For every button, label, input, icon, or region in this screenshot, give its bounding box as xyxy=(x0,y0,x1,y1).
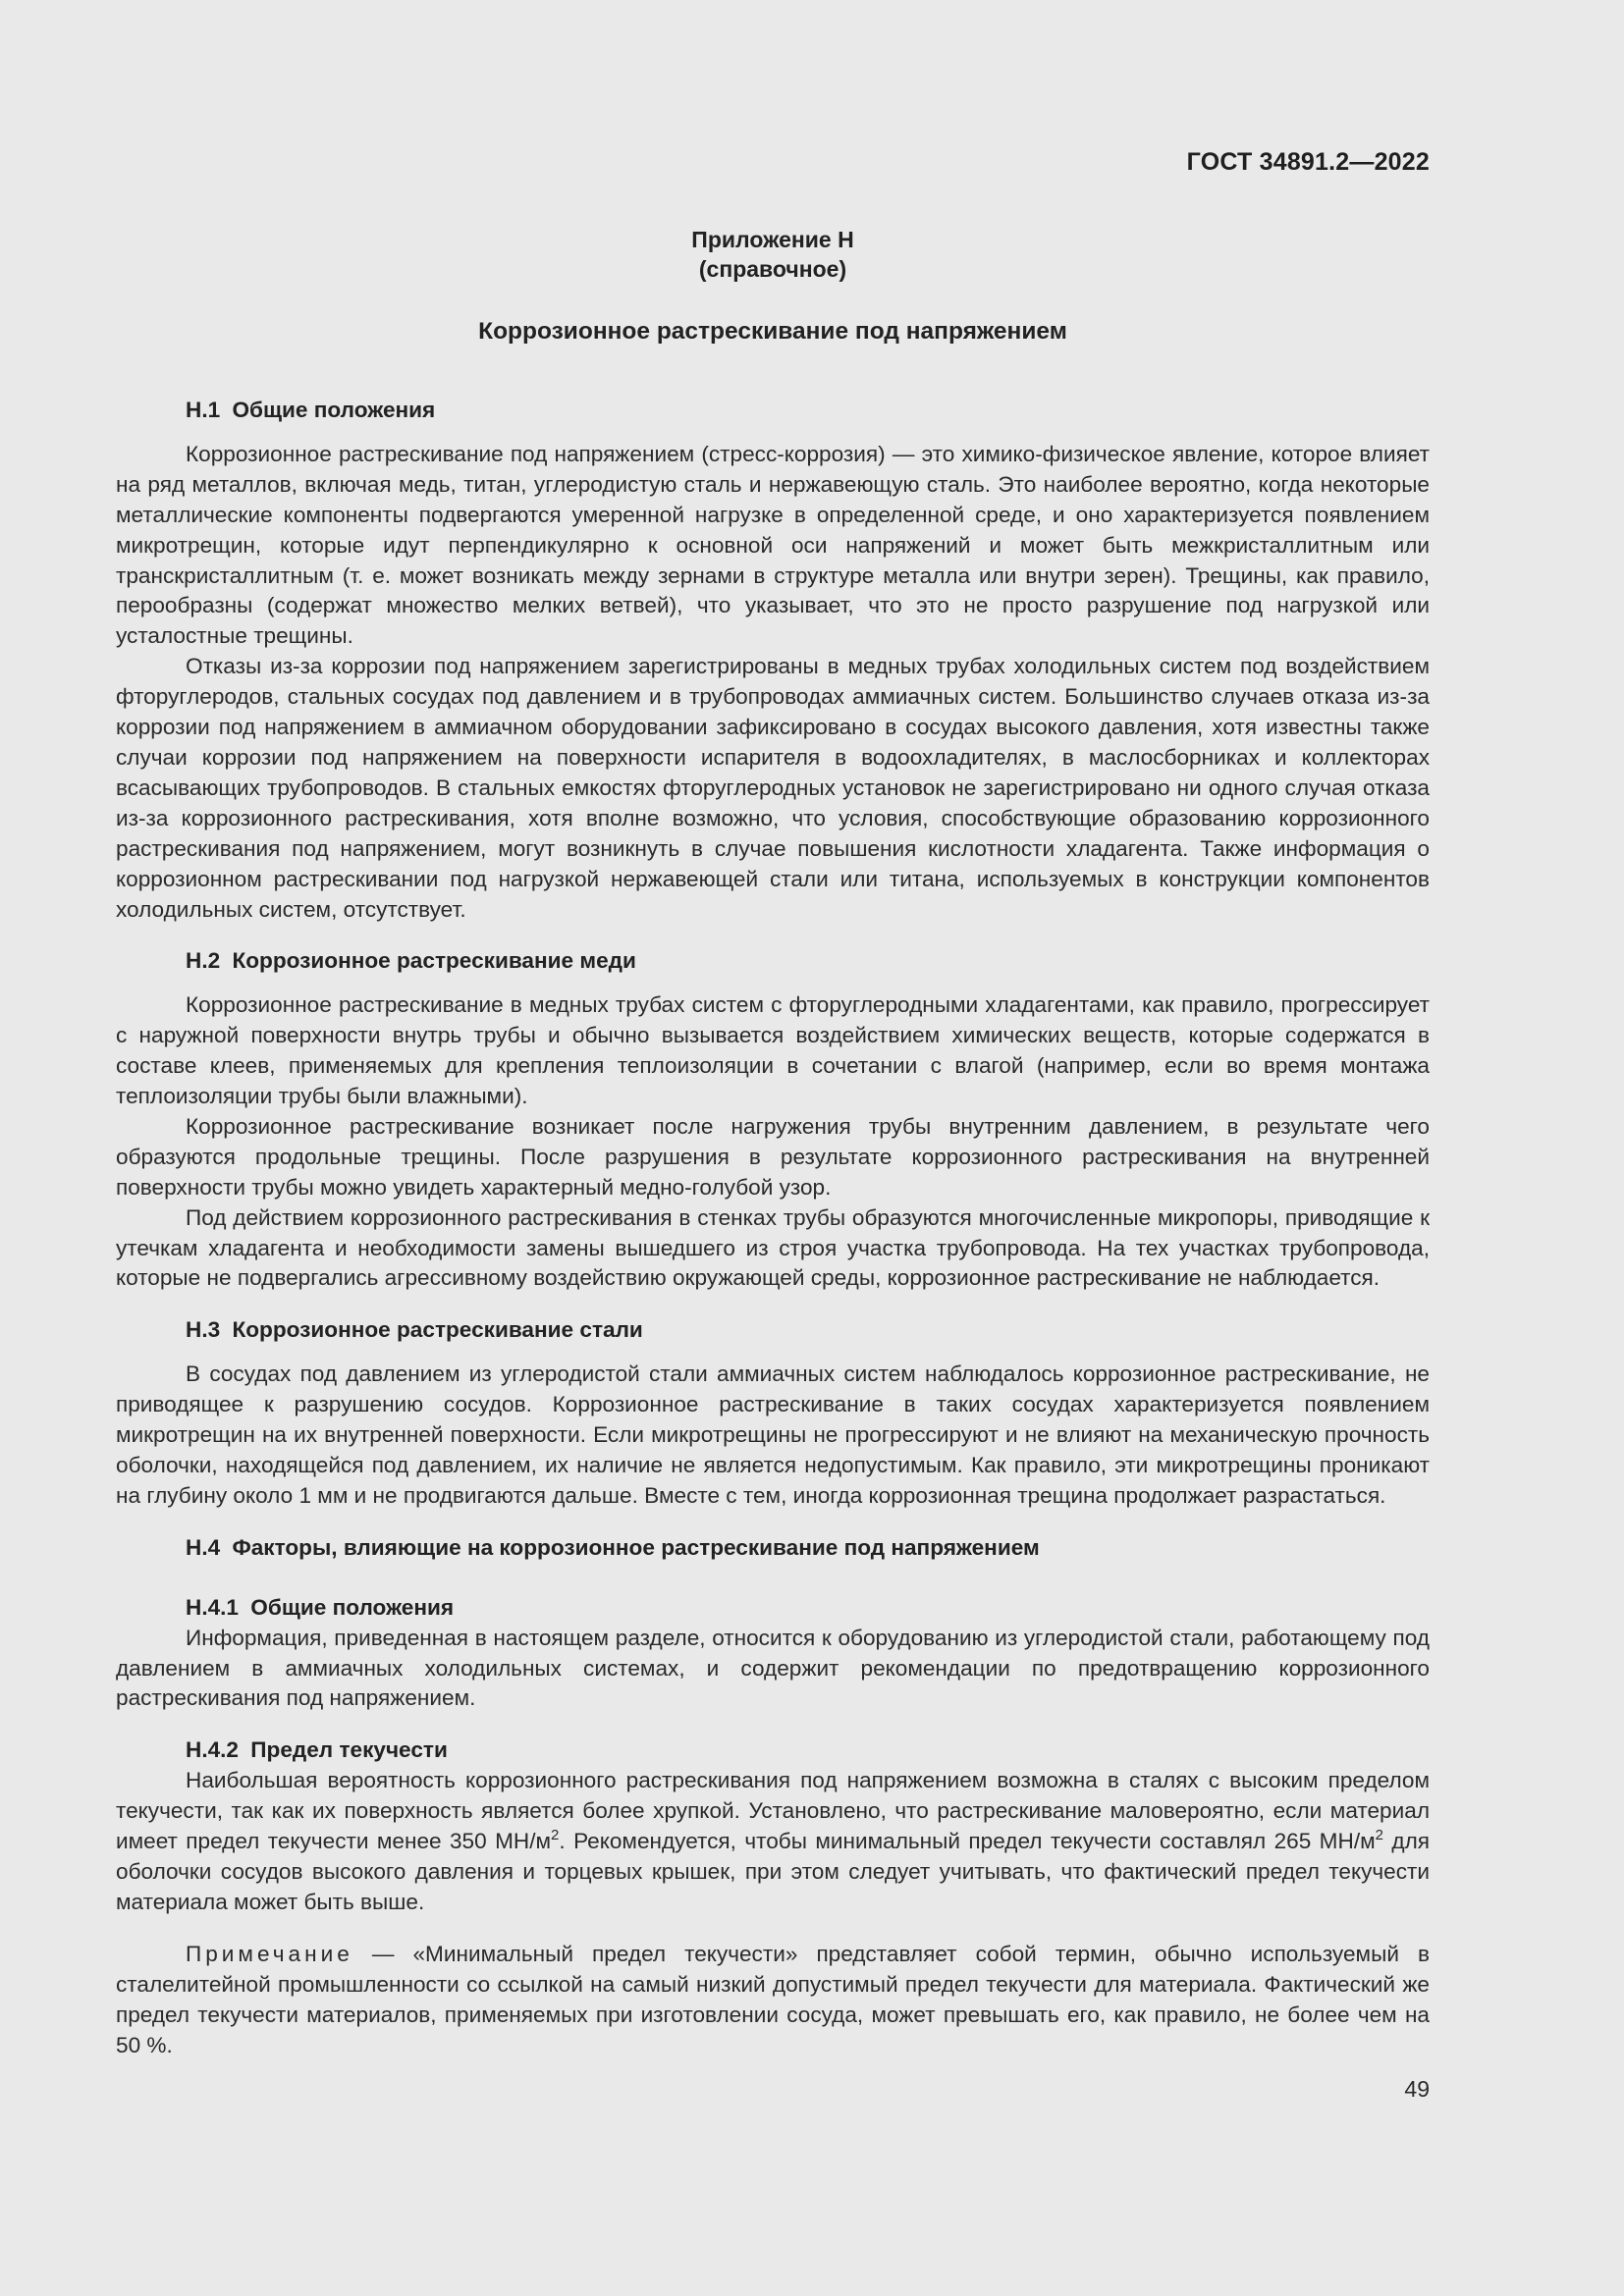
paragraph: Коррозионное растрескивание под напряжением (стресс-коррозия) — это химико-физическое явление, которое влияет на ряд металлов, включая медь, титан, углеродистую сталь и нержавеющую сталь. Это наиболее вероятно, когда некоторые металлические компоненты подвергаются умеренной нагрузке в определенной среде, и оно характеризуется появлением микротрещин, которые идут перпендикулярно к основной оси напряжений и может быть межкристаллитным или транскристаллитным (т. е. может возникать между зернами в структуре металла или внутри зерен). Трещины, как правило, перообразны (содержат множество мелких ветвей), что указывает, что это не просто разрушение под нагрузкой или усталостные трещины. xyxy=(116,441,1430,649)
section-number: Н.3 xyxy=(186,1317,221,1343)
paragraph-text: . Рекомендуется, чтобы минимальный предел текучести составлял 265 МН/м xyxy=(559,1829,1376,1854)
section-heading-h1 xyxy=(116,396,1430,426)
standard-number: ГОСТ 34891.2—2022 xyxy=(1186,148,1430,176)
document-body xyxy=(116,396,1430,2060)
section-heading-h4 xyxy=(116,1533,1430,1564)
note-label: Примечание xyxy=(186,1941,353,1966)
section-number: Н.4 xyxy=(186,1534,221,1560)
paragraph: Под действием коррозионного растрескивания в стенках трубы образуются многочисленные микропоры, приводящие к утечкам хладагента и необходимости замены вышедшего из строя участка трубопровода. На тех участках трубопровода, которые не подвергались агрессивному воздействию окружающей среды, коррозионное растрескивание не наблюдается. xyxy=(116,1204,1430,1291)
section-heading-h4-2 xyxy=(116,1735,1430,1766)
section-heading-h3 xyxy=(116,1315,1430,1346)
paragraph: Коррозионное растрескивание возникает после нагружения трубы внутренним давлением, в результате чего образуются продольные трещины. После разрушения в результате коррозионного растрескивания на внутренней поверхности трубы можно увидеть характерный медно-голубой узор. xyxy=(116,1113,1430,1200)
section-number: Н.2 xyxy=(186,948,221,974)
section-title: Коррозионное растрескивание меди xyxy=(232,948,636,974)
paragraph: Информация, приведенная в настоящем разделе, относится к оборудованию из углеродистой стали, работающему под давлением в аммиачных холодильных системах, и содержит рекомендации по предотвращению коррозионного растрескивания под напряжением. xyxy=(116,1625,1430,1711)
section-number: Н.4.2 xyxy=(186,1737,240,1763)
paragraph-text: для оболочки сосудов высокого давления и торцевых крышек, при этом следует учитывать, что фактический предел текучести материала может быть выше. xyxy=(116,1829,1430,1914)
section-title: Коррозионное растрескивание стали xyxy=(232,1317,643,1343)
superscript: 2 xyxy=(551,1827,560,1844)
note-paragraph xyxy=(116,1940,1430,2061)
annex-type: (справочное) xyxy=(698,256,847,282)
page-number: 49 xyxy=(1404,2076,1430,2102)
section-number: Н.1 xyxy=(186,398,221,422)
main-title: Коррозионное растрескивание под напряжением xyxy=(478,318,1067,345)
annex-heading xyxy=(0,225,1545,284)
paragraph xyxy=(116,1766,1430,1918)
paragraph: Коррозионное растрескивание в медных трубах систем с фторуглеродными хладагентами, как правило, прогрессирует с наружной поверхности внутрь трубы и обычно вызывается воздействием химических веществ, которые содержатся в составе клеев, применяемых для крепления теплоизоляции в сочетании с влагой (например, если во время монтажа теплоизоляции трубы были влажными). xyxy=(116,992,1430,1109)
section-title: Факторы, влияющие на коррозионное растрескивание под напряжением xyxy=(232,1534,1040,1560)
note-text: — «Минимальный предел текучести» представляет собой термин, обычно используемый в сталелитейной промышленности со ссылкой на самый низкий допустимый предел текучести для материала. Фактический же предел текучести материалов, применяемых при изготовлении сосуда, может превышать его, как правило, не более чем на 50 %. xyxy=(116,1941,1430,2057)
superscript: 2 xyxy=(1375,1827,1383,1844)
annex-title: Приложение Н xyxy=(691,227,854,252)
section-title: Общие положения xyxy=(250,1594,455,1620)
section-title: Предел текучести xyxy=(250,1737,448,1763)
section-heading-h2 xyxy=(116,946,1430,977)
paragraph-text: Наибольшая вероятность коррозионного растрескивания под напряжением возможна в сталях с высоким пределом текучести, так как их поверхность является более хрупкой. Установлено, что растрескивание маловероятно, если материал имеет предел текучести менее 350 МН/м xyxy=(116,1768,1430,1854)
section-title: Общие положения xyxy=(232,398,436,422)
paragraph: Отказы из-за коррозии под напряжением зарегистрированы в медных трубах холодильных систем под воздействием фторуглеродов, стальных сосудах под давлением и в трубопроводах аммиачных систем. Большинство случаев отказа из-за коррозии под напряжением в аммиачном оборудовании зафиксировано в сосудах высокого давления, хотя известны также случаи коррозии под напряжением на поверхности испарителя в водоохладителях, в маслосборниках и коллекторах всасывающих трубопроводов. В стальных емкостях фторуглеродных установок не зарегистрировано ни одного случая отказа из-за коррозионного растрескивания, хотя вполне возможно, что условия, способствующие образованию коррозионного растрескивания под напряжением, могут возникнуть в случае повышения кислотности хладагента. Также информация о коррозионном растрескивании под нагрузкой нержавеющей стали или титана, используемых в конструкции компонентов холодильных систем, отсутствует. xyxy=(116,654,1430,922)
section-heading-h4-1 xyxy=(116,1593,1430,1624)
section-number: Н.4.1 xyxy=(186,1594,240,1620)
paragraph: В сосудах под давлением из углеродистой стали аммиачных систем наблюдалось коррозионное растрескивание, не приводящее к разрушению сосудов. Коррозионное растрескивание в таких сосудах характеризуется появлением микротрещин на их внутренней поверхности. Если микротрещины не прогрессируют и не влияют на механическую прочность оболочки, находящейся под давлением, их наличие не является недопустимым. Как правило, эти микротрещины проникают на глубину около 1 мм и не продвигаются дальше. Вместе с тем, иногда коррозионная трещина продолжает разрастаться. xyxy=(116,1362,1430,1508)
